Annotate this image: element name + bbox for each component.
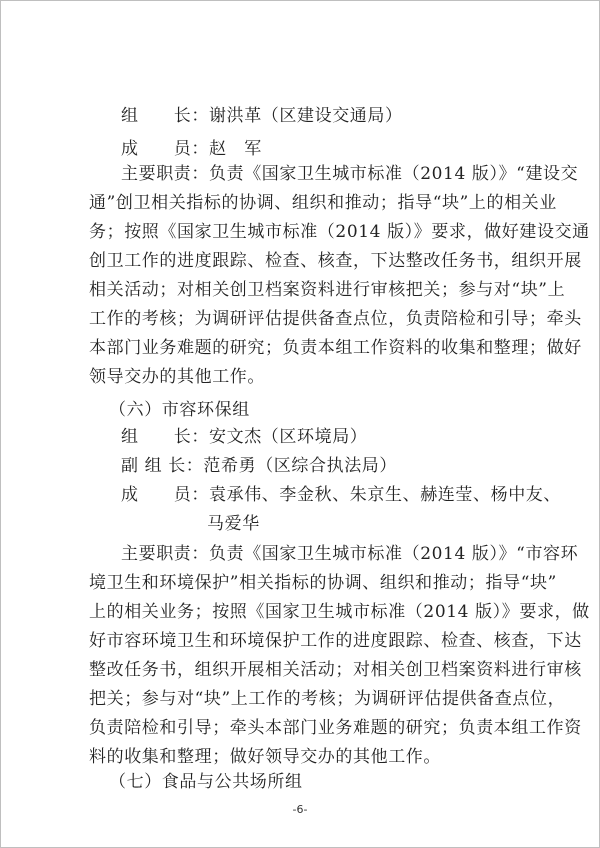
duties-line: 整改任务书，组织开展相关活动；对相关创卫档案资料进行审核: [89, 660, 582, 680]
group-leader-line: 组 长：谢洪革（区建设交通局）: [121, 106, 403, 126]
duties-line: 境卫生和环境保护”相关指标的协调、组织和推动；指导“块”: [89, 573, 557, 593]
duties-line: 料的收集和整理；做好领导交办的其他工作。: [89, 747, 441, 767]
duties-line: 本部门业务难题的研究；负责本组工作资料的收集和整理；做好: [89, 338, 582, 358]
duties-line: 通”创卫相关指标的协调、组织和推动；指导“块”上的相关业: [89, 193, 557, 213]
deputy-leader-line: 副 组 长：范希勇（区综合执法局）: [121, 456, 398, 476]
duties-line: 上的相关业务；按照《国家卫生城市标准（2014 版）》要求，做: [89, 602, 590, 622]
section-heading: （六）市容环保组: [109, 400, 250, 420]
duties-line: 好市容环境卫生和环境保护工作的进度跟踪、检查、核查，下达: [89, 631, 582, 651]
duties-line: 主要职责：负责《国家卫生城市标准（2014 版）》“建设交: [121, 164, 579, 184]
group-members-line: 成 员：袁承伟、李金秋、朱京生、赫连莹、杨中友、: [121, 485, 561, 505]
duties-line: 把关；参与对“块”上工作的考核；为调研评估提供备查点位，: [89, 689, 566, 709]
group-members-line: 成 员：赵 军: [121, 139, 262, 159]
duties-line: 工作的考核；为调研评估提供备查点位，负责陪检和引导；牵头: [89, 309, 582, 329]
duties-line: 务；按照《国家卫生城市标准（2014 版）》要求，做好建设交通: [89, 222, 590, 242]
duties-line: 相关活动；对相关创卫档案资料进行审核把关；参与对“块”上: [89, 280, 566, 300]
page-number: -6-: [292, 803, 308, 816]
section-heading: （七）食品与公共场所组: [109, 772, 303, 792]
duties-line: 领导交办的其他工作。: [89, 367, 265, 387]
duties-line: 创卫工作的进度跟踪、检查、核查，下达整改任务书，组织开展: [89, 251, 582, 271]
duties-line: 主要职责：负责《国家卫生城市标准（2014 版）》“市容环: [121, 544, 579, 564]
duties-line: 负责陪检和引导；牵头本部门业务难题的研究；负责本组工作资: [89, 718, 582, 738]
group-leader-line: 组 长：安文杰（区环境局）: [121, 427, 368, 447]
group-members-line-continued: 马爱华: [207, 514, 260, 534]
